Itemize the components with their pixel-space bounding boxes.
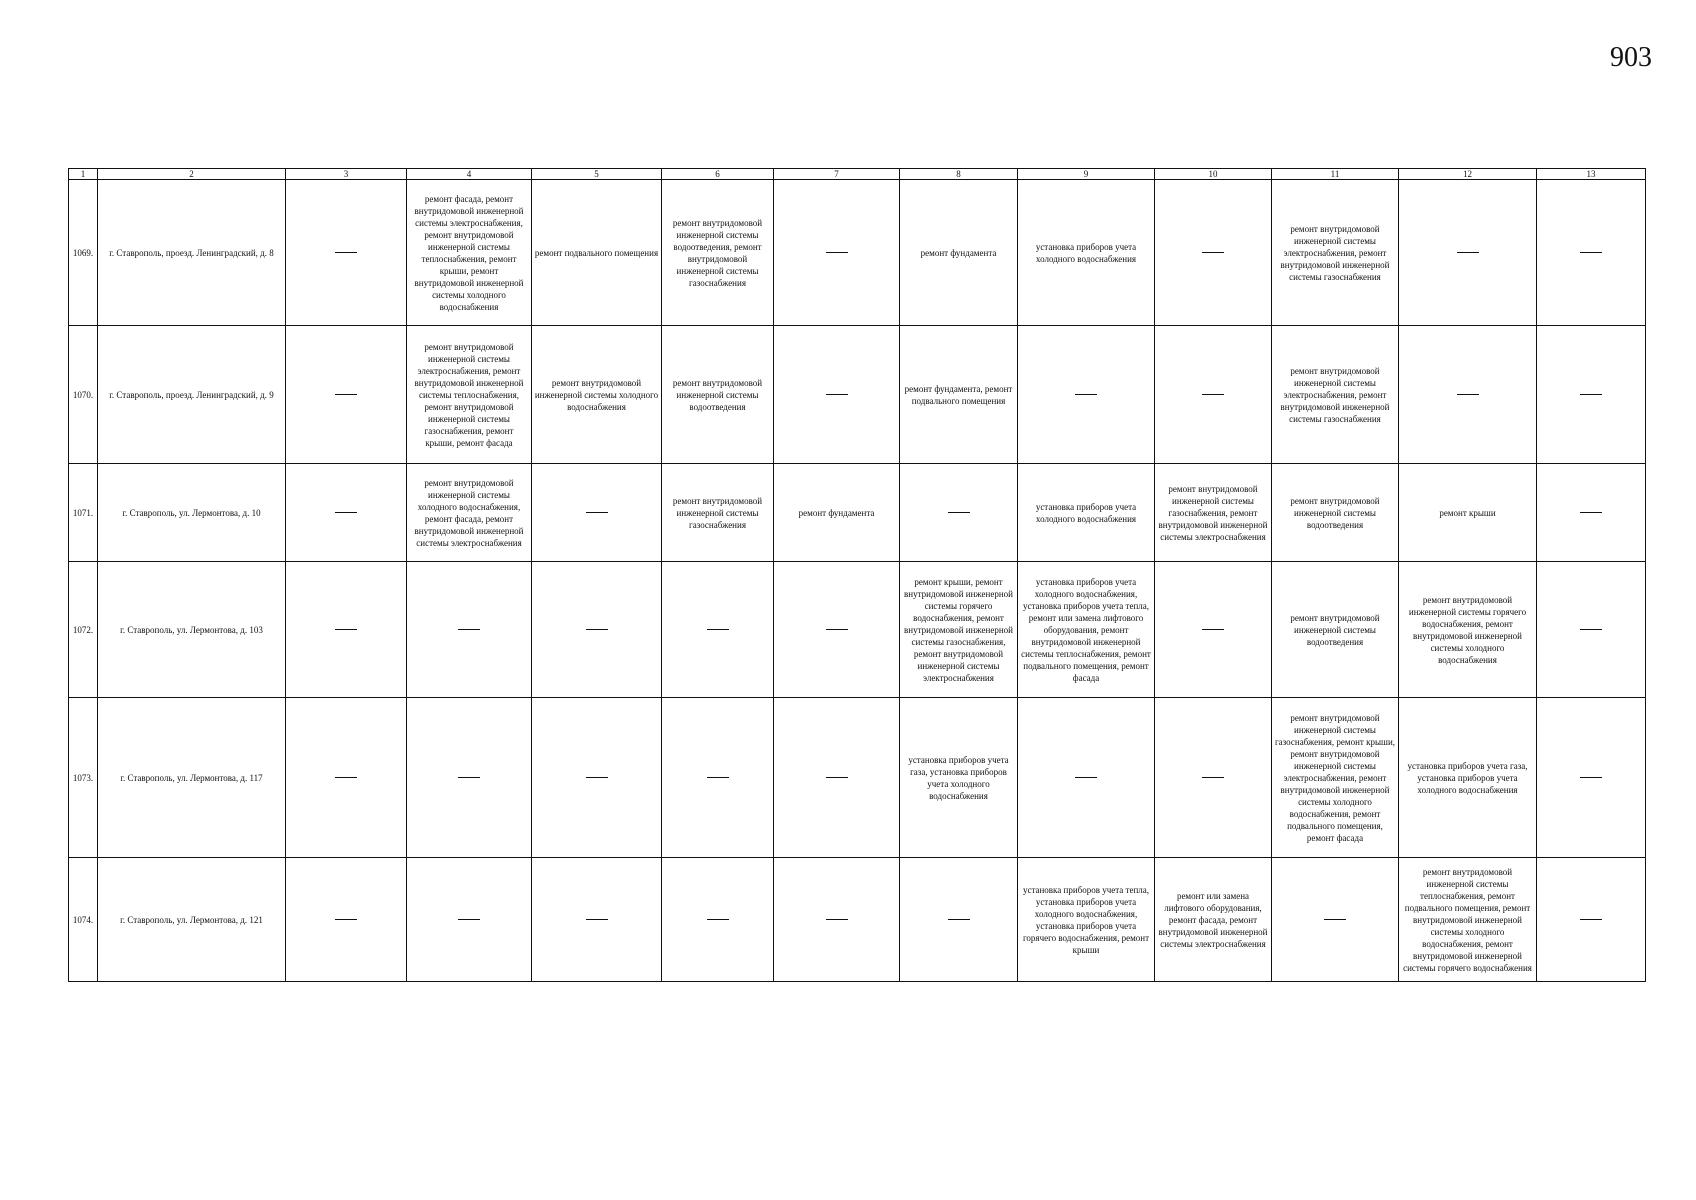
work-cell-col-5 — [532, 562, 662, 698]
empty-dash — [1202, 252, 1224, 254]
work-cell-col-11: ремонт внутридомовой инженерной системы электроснабжения, ремонт внутридомовой инженерной системы газоснабжения — [1272, 180, 1399, 326]
table-row — [69, 698, 1646, 858]
work-cell-col-8 — [900, 464, 1018, 562]
empty-dash — [826, 919, 848, 921]
work-cell-col-9: установка приборов учета тепла, установка приборов учета холодного водоснабжения, установка приборов учета горячего водоснабжения, ремонт крыши — [1018, 858, 1155, 982]
empty-dash — [586, 629, 608, 631]
work-cell-col-4: ремонт фасада, ремонт внутридомовой инженерной системы электроснабжения, ремонт внутридомовой инженерной системы теплоснабжения, ремонт крыши, ремонт внутридомовой инженерной системы холодного водоснабжения — [407, 180, 532, 326]
work-cell-col-12 — [1399, 326, 1537, 464]
work-cell-col-5: ремонт внутридомовой инженерной системы холодного водоснабжения — [532, 326, 662, 464]
work-cell-col-11: ремонт внутридомовой инженерной системы газоснабжения, ремонт крыши, ремонт внутридомовой инженерной системы электроснабжения, ремонт внутридомовой инженерной системы холодного водоснабжения, ремонт подвального помещения, ремонт фасада — [1272, 698, 1399, 858]
address-cell: г. Ставрополь, ул. Лермонтова, д. 117 — [98, 698, 286, 858]
work-cell-col-6: ремонт внутридомовой инженерной системы водоотведения — [662, 326, 774, 464]
work-cell-col-11: ремонт внутридомовой инженерной системы электроснабжения, ремонт внутридомовой инженерной системы газоснабжения — [1272, 326, 1399, 464]
empty-dash — [335, 919, 357, 921]
empty-dash — [1457, 252, 1479, 254]
empty-dash — [826, 252, 848, 254]
column-header-1: 1 — [69, 169, 98, 180]
work-cell-col-7: ремонт фундамента — [774, 464, 900, 562]
work-cell-col-11: ремонт внутридомовой инженерной системы водоотведения — [1272, 562, 1399, 698]
work-cell-col-6: ремонт внутридомовой инженерной системы газоснабжения — [662, 464, 774, 562]
empty-dash — [335, 777, 357, 779]
work-cell-col-7 — [774, 326, 900, 464]
empty-dash — [458, 777, 480, 779]
address-cell: г. Ставрополь, проезд. Ленинградский, д. 8 — [98, 180, 286, 326]
empty-dash — [826, 394, 848, 396]
column-header-8: 8 — [900, 169, 1018, 180]
work-cell-col-13 — [1537, 698, 1646, 858]
empty-dash — [1580, 512, 1602, 514]
work-cell-col-9: установка приборов учета холодного водоснабжения — [1018, 464, 1155, 562]
work-cell-col-5 — [532, 698, 662, 858]
empty-dash — [335, 512, 357, 514]
address-cell: г. Ставрополь, проезд. Ленинградский, д. 9 — [98, 326, 286, 464]
empty-dash — [826, 629, 848, 631]
work-cell-col-4 — [407, 698, 532, 858]
column-header-6: 6 — [662, 169, 774, 180]
work-cell-col-7 — [774, 180, 900, 326]
work-cell-col-6 — [662, 562, 774, 698]
column-header-10: 10 — [1155, 169, 1272, 180]
empty-dash — [1075, 777, 1097, 779]
empty-dash — [1580, 394, 1602, 396]
work-cell-col-10: ремонт или замена лифтового оборудования, ремонт фасада, ремонт внутридомовой инженерной системы электроснабжения — [1155, 858, 1272, 982]
work-cell-col-10 — [1155, 562, 1272, 698]
column-number-row — [69, 169, 1646, 180]
empty-dash — [948, 919, 970, 921]
empty-dash — [586, 777, 608, 779]
work-cell-col-5: ремонт подвального помещения — [532, 180, 662, 326]
work-cell-col-12: ремонт внутридомовой инженерной системы теплоснабжения, ремонт подвального помещения, ремонт внутридомовой инженерной системы холодного водоснабжения, ремонт внутридомовой инженерной системы горячего водоснабжения — [1399, 858, 1537, 982]
empty-dash — [458, 629, 480, 631]
empty-dash — [335, 629, 357, 631]
work-cell-col-12: ремонт крыши — [1399, 464, 1537, 562]
table-row — [69, 180, 1646, 326]
work-cell-col-13 — [1537, 464, 1646, 562]
empty-dash — [586, 512, 608, 514]
work-cell-col-8 — [900, 858, 1018, 982]
row-number: 1074. — [69, 858, 98, 982]
column-header-4: 4 — [407, 169, 532, 180]
empty-dash — [1324, 919, 1346, 921]
row-number: 1070. — [69, 326, 98, 464]
work-cell-col-12 — [1399, 180, 1537, 326]
work-cell-col-13 — [1537, 562, 1646, 698]
work-cell-col-10 — [1155, 180, 1272, 326]
row-number: 1072. — [69, 562, 98, 698]
address-cell: г. Ставрополь, ул. Лермонтова, д. 121 — [98, 858, 286, 982]
empty-dash — [1202, 629, 1224, 631]
table-body — [69, 180, 1646, 982]
empty-dash — [1580, 777, 1602, 779]
work-cell-col-11 — [1272, 858, 1399, 982]
row-number: 1073. — [69, 698, 98, 858]
work-cell-col-4: ремонт внутридомовой инженерной системы электроснабжения, ремонт внутридомовой инженерной системы теплоснабжения, ремонт внутридомовой инженерной системы газоснабжения, ремонт крыши, ремонт фасада — [407, 326, 532, 464]
repair-schedule-table — [68, 168, 1646, 982]
work-cell-col-7 — [774, 562, 900, 698]
empty-dash — [1202, 394, 1224, 396]
work-cell-col-11: ремонт внутридомовой инженерной системы водоотведения — [1272, 464, 1399, 562]
work-cell-col-9 — [1018, 326, 1155, 464]
empty-dash — [1075, 394, 1097, 396]
work-cell-col-3 — [286, 698, 407, 858]
work-cell-col-3 — [286, 326, 407, 464]
empty-dash — [1202, 777, 1224, 779]
row-number: 1071. — [69, 464, 98, 562]
empty-dash — [826, 777, 848, 779]
row-number: 1069. — [69, 180, 98, 326]
empty-dash — [1457, 394, 1479, 396]
empty-dash — [1580, 252, 1602, 254]
work-cell-col-7 — [774, 698, 900, 858]
empty-dash — [458, 919, 480, 921]
work-cell-col-9: установка приборов учета холодного водоснабжения, установка приборов учета тепла, ремонт или замена лифтового оборудования, ремонт внутридомовой инженерной системы теплоснабжения, ремонт подвального помещения, ремонт фасада — [1018, 562, 1155, 698]
table-row — [69, 562, 1646, 698]
address-cell: г. Ставрополь, ул. Лермонтова, д. 103 — [98, 562, 286, 698]
empty-dash — [1580, 629, 1602, 631]
column-header-5: 5 — [532, 169, 662, 180]
work-cell-col-9 — [1018, 698, 1155, 858]
column-header-12: 12 — [1399, 169, 1537, 180]
table-row — [69, 326, 1646, 464]
work-cell-col-3 — [286, 464, 407, 562]
work-cell-col-3 — [286, 180, 407, 326]
work-cell-col-8: ремонт крыши, ремонт внутридомовой инженерной системы горячего водоснабжения, ремонт внутридомовой инженерной системы газоснабжения, ремонт внутридомовой инженерной системы электроснабжения — [900, 562, 1018, 698]
empty-dash — [335, 394, 357, 396]
work-cell-col-4 — [407, 858, 532, 982]
work-cell-col-10 — [1155, 326, 1272, 464]
work-cell-col-9: установка приборов учета холодного водоснабжения — [1018, 180, 1155, 326]
work-cell-col-12: установка приборов учета газа, установка приборов учета холодного водоснабжения — [1399, 698, 1537, 858]
work-cell-col-8: ремонт фундамента — [900, 180, 1018, 326]
work-cell-col-3 — [286, 858, 407, 982]
work-cell-col-13 — [1537, 180, 1646, 326]
address-cell: г. Ставрополь, ул. Лермонтова, д. 10 — [98, 464, 286, 562]
column-header-11: 11 — [1272, 169, 1399, 180]
work-cell-col-8: установка приборов учета газа, установка приборов учета холодного водоснабжения — [900, 698, 1018, 858]
column-header-2: 2 — [98, 169, 286, 180]
column-header-3: 3 — [286, 169, 407, 180]
work-cell-col-4 — [407, 562, 532, 698]
page-number: 903 — [1610, 42, 1652, 73]
work-cell-col-12: ремонт внутридомовой инженерной системы горячего водоснабжения, ремонт внутридомовой инженерной системы холодного водоснабжения — [1399, 562, 1537, 698]
work-cell-col-5 — [532, 858, 662, 982]
empty-dash — [707, 919, 729, 921]
empty-dash — [707, 777, 729, 779]
work-cell-col-13 — [1537, 858, 1646, 982]
work-cell-col-4: ремонт внутридомовой инженерной системы холодного водоснабжения, ремонт фасада, ремонт внутридомовой инженерной системы электроснабжения — [407, 464, 532, 562]
work-cell-col-8: ремонт фундамента, ремонт подвального помещения — [900, 326, 1018, 464]
empty-dash — [335, 252, 357, 254]
table-row — [69, 858, 1646, 982]
column-header-13: 13 — [1537, 169, 1646, 180]
empty-dash — [586, 919, 608, 921]
work-cell-col-10: ремонт внутридомовой инженерной системы газоснабжения, ремонт внутридомовой инженерной системы электроснабжения — [1155, 464, 1272, 562]
table-row — [69, 464, 1646, 562]
work-cell-col-6 — [662, 858, 774, 982]
work-cell-col-6: ремонт внутридомовой инженерной системы водоотведения, ремонт внутридомовой инженерной системы газоснабжения — [662, 180, 774, 326]
empty-dash — [707, 629, 729, 631]
empty-dash — [948, 512, 970, 514]
work-cell-col-6 — [662, 698, 774, 858]
work-cell-col-5 — [532, 464, 662, 562]
empty-dash — [1580, 919, 1602, 921]
work-cell-col-13 — [1537, 326, 1646, 464]
column-header-7: 7 — [774, 169, 900, 180]
work-cell-col-10 — [1155, 698, 1272, 858]
work-cell-col-7 — [774, 858, 900, 982]
column-header-9: 9 — [1018, 169, 1155, 180]
work-cell-col-3 — [286, 562, 407, 698]
